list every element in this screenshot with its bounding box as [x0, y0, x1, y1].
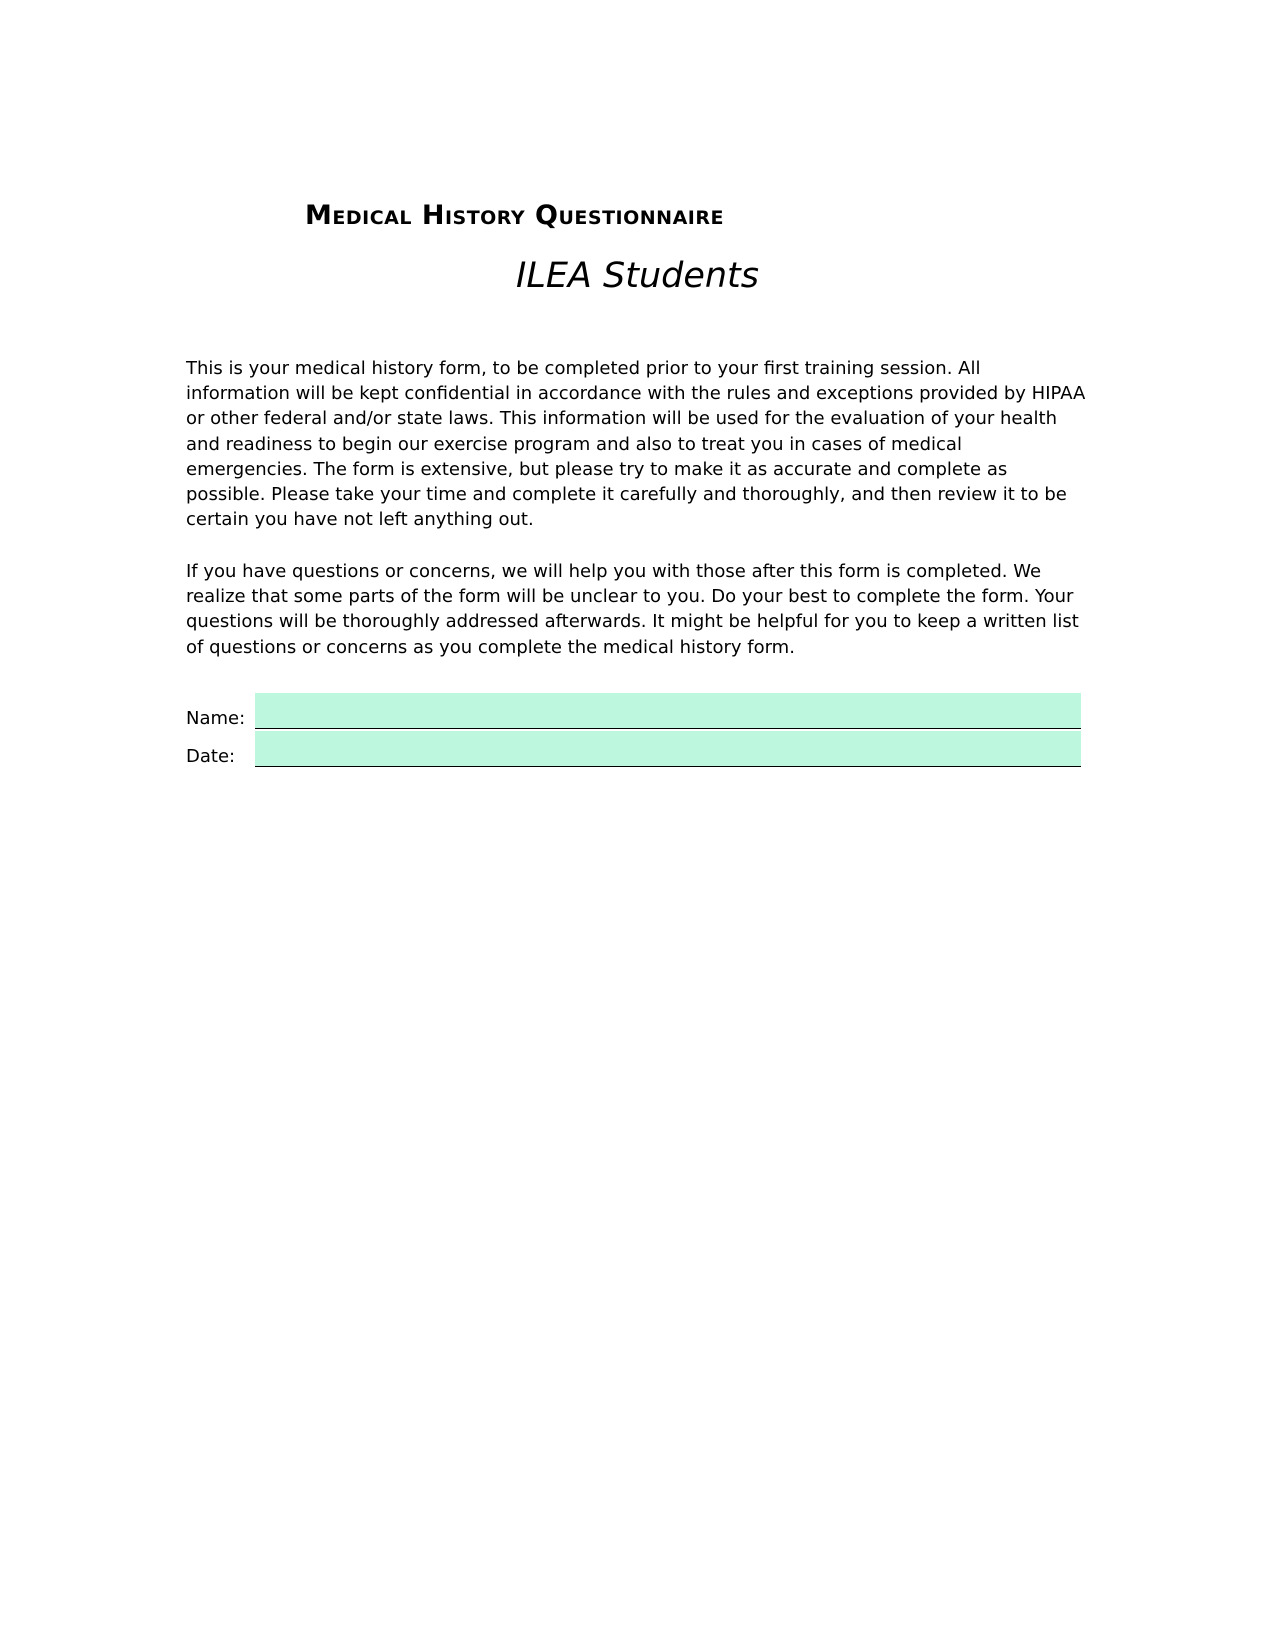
date-input[interactable] — [255, 731, 1081, 767]
document-subtitle: ILEA Students — [516, 256, 760, 296]
name-field-row — [186, 693, 1086, 731]
intro-paragraph: This is your medical history form, to be completed prior to your first training session. All information will be kept confidential in accordance with the rules and exceptions provided by HIPAA or other federal and/or state laws. This information will be used for the evaluation of your health and readiness to begin our exercise program and also to treat you in cases of medical emergencies. The form is extensive, but please try to make it as accurate and complete as possible. Please take your time and complete it carefully and thoroughly, and then review it to be certain you have not left anything out. — [186, 358, 1086, 531]
date-field-row — [186, 731, 1086, 769]
document-title: Medical History Questionnaire — [305, 200, 724, 231]
date-label: Date: — [186, 746, 236, 767]
questions-paragraph: If you have questions or concerns, we will help you with those after this form is completed. We realize that some parts of the form will be unclear to you. Do your best to complete the form. Your questions will be thoroughly addressed afterwards. It might be helpful for you to keep a written list of questions or concerns as you complete the medical history form. — [186, 561, 1079, 658]
name-label: Name: — [186, 708, 246, 729]
name-input[interactable] — [255, 693, 1081, 729]
